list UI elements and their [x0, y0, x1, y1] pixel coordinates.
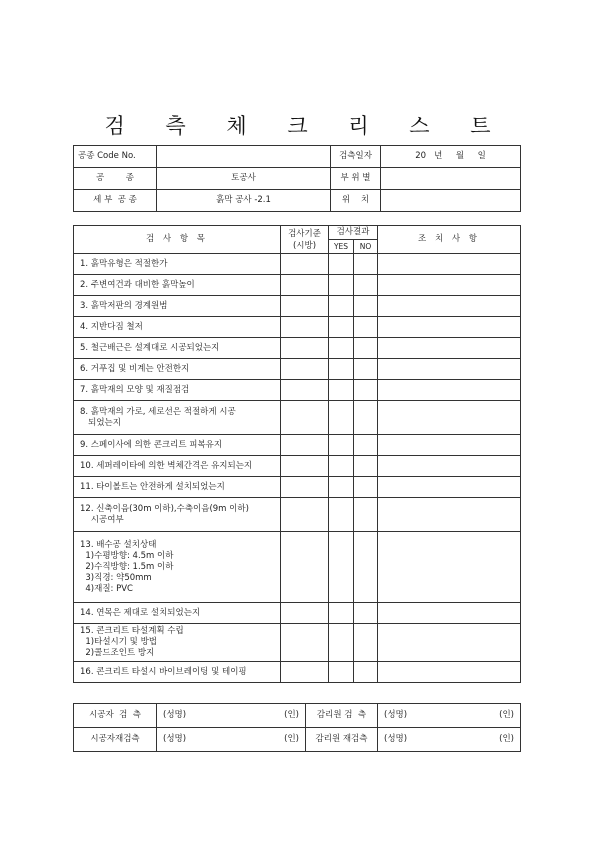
page-title: 검 측 체 크 리 스 트 — [104, 114, 508, 138]
checklist-no-cell[interactable] — [354, 359, 378, 380]
checklist-action-cell[interactable] — [378, 662, 521, 683]
checklist-no-cell[interactable] — [354, 254, 378, 275]
checklist-item — [74, 456, 281, 477]
checklist-item-line: 2)콜드조인트 방지 — [80, 648, 155, 658]
part-label: 부 위 별 — [331, 168, 381, 190]
checklist-action-cell[interactable] — [378, 532, 521, 603]
checklist-row — [74, 296, 521, 317]
date-value[interactable]: 20 년 월 일 — [381, 146, 521, 168]
checklist-yes-cell[interactable] — [329, 624, 354, 662]
checklist-action-cell[interactable] — [378, 498, 521, 532]
contractor-reinspection-label: 시공자재검측 — [74, 728, 157, 752]
seal-label: (인) — [499, 734, 514, 744]
checklist-row — [74, 603, 521, 624]
checklist-item — [74, 624, 281, 662]
name-label: (성명) — [384, 710, 408, 720]
checklist-standard-cell[interactable] — [281, 532, 329, 603]
checklist-standard-cell[interactable] — [281, 380, 329, 401]
code-label: 공종 Code No. — [74, 146, 157, 168]
checklist-no-cell[interactable] — [354, 275, 378, 296]
checklist-item-line: 13. 배수공 설치상태 — [80, 539, 157, 550]
supervisor-inspection-sign[interactable] — [378, 704, 521, 728]
checklist-yes-cell[interactable] — [329, 296, 354, 317]
checklist-item — [74, 296, 281, 317]
checklist-item — [74, 435, 281, 456]
checklist-row — [74, 254, 521, 275]
checklist-action-cell[interactable] — [378, 296, 521, 317]
header-no: NO — [354, 240, 378, 254]
checklist-action-cell[interactable] — [378, 317, 521, 338]
checklist-item-line: 7. 흙막재의 모양 및 재질점검 — [80, 384, 190, 395]
checklist-header-row — [74, 226, 521, 240]
checklist-action-cell[interactable] — [378, 435, 521, 456]
checklist-row — [74, 317, 521, 338]
checklist-action-cell[interactable] — [378, 275, 521, 296]
checklist-yes-cell[interactable] — [329, 435, 354, 456]
checklist-item-line: 16. 콘크리트 타설시 바이브레이팅 및 테이핑 — [80, 666, 247, 677]
checklist-item-line: 8. 흙막재의 가로, 세로선은 적절하게 시공 — [80, 406, 236, 417]
checklist-action-cell[interactable] — [378, 338, 521, 359]
name-label: (성명) — [384, 734, 408, 744]
header-result: 검사결과 — [329, 226, 378, 240]
checklist-row — [74, 275, 521, 296]
contractor-reinspection-sign[interactable] — [157, 728, 306, 752]
checklist-row — [74, 477, 521, 498]
checklist-row — [74, 359, 521, 380]
checklist-item-line: 6. 거푸집 및 비계는 안전한지 — [80, 363, 190, 374]
checklist-yes-cell[interactable] — [329, 275, 354, 296]
checklist-item — [74, 532, 281, 603]
header-item: 검 사 항 목 — [74, 226, 281, 254]
date-label: 검측일자 — [331, 146, 381, 168]
checklist-yes-cell[interactable] — [329, 456, 354, 477]
header-standard-line1: 검사기준 — [288, 228, 321, 239]
checklist-item-line: 15. 콘크리트 타설계획 수립 — [80, 626, 184, 636]
checklist-standard-cell[interactable] — [281, 359, 329, 380]
checklist-action-cell[interactable] — [378, 624, 521, 662]
checklist-item-line: 4. 지반다짐 철저 — [80, 321, 143, 332]
checklist-item-line: 1. 흙막유형은 적절한가 — [80, 258, 168, 269]
header-action: 조 치 사 항 — [378, 226, 521, 254]
checklist-no-cell[interactable] — [354, 498, 378, 532]
checklist-item-line: 11. 타이볼트는 안전하게 설치되었는지 — [80, 481, 225, 492]
name-label: (성명) — [163, 734, 187, 744]
checklist-standard-cell[interactable] — [281, 662, 329, 683]
checklist-standard-cell[interactable] — [281, 254, 329, 275]
signature-row-1 — [74, 704, 521, 728]
checklist-no-cell[interactable] — [354, 532, 378, 603]
checklist-row — [74, 456, 521, 477]
part-value[interactable] — [381, 168, 521, 190]
code-value[interactable] — [157, 146, 331, 168]
checklist-action-cell[interactable] — [378, 359, 521, 380]
checklist-no-cell[interactable] — [354, 624, 378, 662]
checklist-standard-cell[interactable] — [281, 296, 329, 317]
checklist-standard-cell[interactable] — [281, 317, 329, 338]
name-label: (성명) — [163, 710, 187, 720]
checklist-no-cell[interactable] — [354, 456, 378, 477]
checklist-standard-cell[interactable] — [281, 477, 329, 498]
checklist-item-line: 5. 철근배근은 설계대로 시공되었는지 — [80, 342, 220, 353]
checklist-no-cell[interactable] — [354, 401, 378, 435]
checklist-item-line: 3)직경: 약50mm — [80, 572, 152, 583]
checklist-standard-cell[interactable] — [281, 498, 329, 532]
info-table — [73, 145, 521, 212]
checklist-yes-cell[interactable] — [329, 254, 354, 275]
checklist-item-line: 14. 연목은 제대로 설치되었는지 — [80, 607, 201, 618]
checklist-yes-cell[interactable] — [329, 477, 354, 498]
checklist-item — [74, 477, 281, 498]
checklist-item-line: 10. 세퍼레이타에 의한 벽체간격은 유지되는지 — [80, 460, 253, 471]
checklist-item — [74, 662, 281, 683]
checklist-yes-cell[interactable] — [329, 317, 354, 338]
checklist-action-cell[interactable] — [378, 477, 521, 498]
checklist-no-cell[interactable] — [354, 477, 378, 498]
checklist-row — [74, 338, 521, 359]
info-row-detail — [74, 190, 521, 212]
checklist-item-line: 9. 스페이사에 의한 콘크리트 피복유지 — [80, 439, 223, 450]
checklist-standard-cell[interactable] — [281, 275, 329, 296]
checklist-no-cell[interactable] — [354, 435, 378, 456]
checklist-item — [74, 380, 281, 401]
checklist-yes-cell[interactable] — [329, 401, 354, 435]
checklist-item — [74, 338, 281, 359]
checklist-item-line: 2)수직방향: 1.5m 이하 — [80, 561, 174, 572]
header-yes: YES — [329, 240, 354, 254]
checklist-item-line: 12. 신축이음(30m 이하),수축이음(9m 이하) — [80, 503, 249, 514]
checklist-item-line: 3. 흙막저판의 경계원범 — [80, 300, 168, 311]
checklist-item-line: 2. 주변여건과 대비한 흙막높이 — [80, 279, 195, 290]
checklist-item-line: 4)재질: PVC — [80, 583, 133, 594]
checklist-standard-cell[interactable] — [281, 456, 329, 477]
checklist-action-cell[interactable] — [378, 401, 521, 435]
checklist-item — [74, 275, 281, 296]
checklist-item-line: 1)수평방향: 4.5m 이하 — [80, 550, 174, 561]
checklist-item — [74, 401, 281, 435]
checklist-item — [74, 603, 281, 624]
checklist-no-cell[interactable] — [354, 338, 378, 359]
seal-label: (인) — [284, 710, 299, 720]
checklist-row — [74, 532, 521, 603]
checklist-item-line: 되었는지 — [80, 417, 121, 428]
signature-row-2 — [74, 728, 521, 752]
supervisor-reinspection-sign[interactable] — [378, 728, 521, 752]
checklist-no-cell[interactable] — [354, 296, 378, 317]
signature-table — [73, 703, 521, 752]
work-label: 공 종 — [74, 168, 157, 190]
contractor-inspection-sign[interactable] — [157, 704, 306, 728]
checklist-standard-cell[interactable] — [281, 435, 329, 456]
checklist-row — [74, 498, 521, 532]
supervisor-inspection-label: 감리원 검 측 — [306, 704, 378, 728]
checklist-yes-cell[interactable] — [329, 603, 354, 624]
checklist-yes-cell[interactable] — [329, 338, 354, 359]
seal-label: (인) — [499, 710, 514, 720]
contractor-inspection-label: 시공자 검 측 — [74, 704, 157, 728]
checklist-yes-cell[interactable] — [329, 498, 354, 532]
checklist-item — [74, 317, 281, 338]
checklist-no-cell[interactable] — [354, 662, 378, 683]
location-value[interactable] — [381, 190, 521, 212]
checklist-row — [74, 380, 521, 401]
work-value[interactable]: 토공사 — [157, 168, 331, 190]
checklist-action-cell[interactable] — [378, 456, 521, 477]
checklist-row — [74, 435, 521, 456]
checklist-standard-cell[interactable] — [281, 603, 329, 624]
checklist-no-cell[interactable] — [354, 317, 378, 338]
checklist-standard-cell[interactable] — [281, 338, 329, 359]
detail-label: 세 부 공 종 — [74, 190, 157, 212]
checklist-standard-cell[interactable] — [281, 401, 329, 435]
checklist-yes-cell[interactable] — [329, 532, 354, 603]
checklist-action-cell[interactable] — [378, 603, 521, 624]
header-standard — [281, 226, 329, 254]
checklist-row — [74, 401, 521, 435]
checklist-action-cell[interactable] — [378, 254, 521, 275]
checklist-standard-cell[interactable] — [281, 624, 329, 662]
checklist-no-cell[interactable] — [354, 603, 378, 624]
checklist-item — [74, 254, 281, 275]
checklist-row — [74, 624, 521, 662]
info-row-code — [74, 146, 521, 168]
header-standard-line2: (시방) — [292, 240, 317, 251]
checklist-no-cell[interactable] — [354, 380, 378, 401]
info-row-work — [74, 168, 521, 190]
seal-label: (인) — [284, 734, 299, 744]
checklist-action-cell[interactable] — [378, 380, 521, 401]
checklist-item — [74, 359, 281, 380]
checklist-item-line: 시공여부 — [80, 514, 124, 525]
checklist-item — [74, 498, 281, 532]
detail-value[interactable]: 흙막 공사 -2.1 — [157, 190, 331, 212]
supervisor-reinspection-label: 감리원 재검측 — [306, 728, 378, 752]
checklist-table — [73, 225, 521, 683]
location-label: 위 치 — [331, 190, 381, 212]
checklist-yes-cell[interactable] — [329, 662, 354, 683]
checklist-yes-cell[interactable] — [329, 380, 354, 401]
checklist-yes-cell[interactable] — [329, 359, 354, 380]
checklist-item-line: 1)타설시기 및 방법 — [80, 637, 158, 647]
checklist-row — [74, 662, 521, 683]
